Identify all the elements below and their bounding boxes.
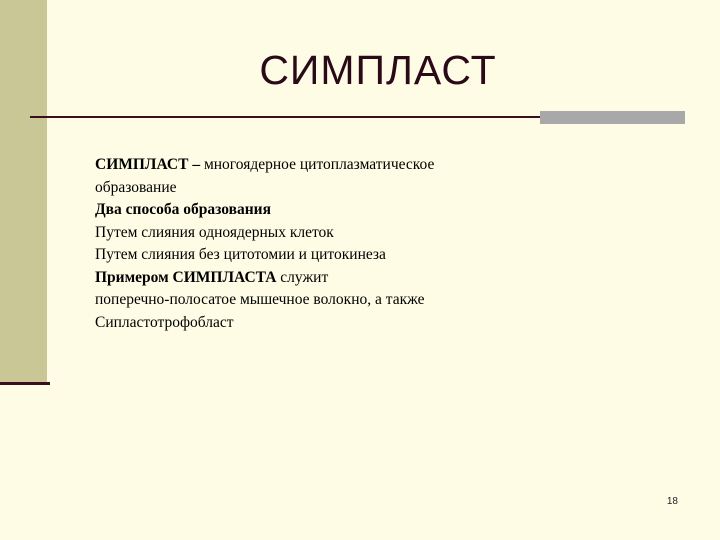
body-line-definition-cont: образование (95, 178, 177, 196)
body-line-method-1: Путем слияния одноядерных клеток (95, 223, 334, 241)
example-lead: Примером СИМПЛАСТА (95, 268, 277, 286)
term-dash: – (188, 156, 204, 173)
side-bar-underline (0, 382, 50, 385)
body-line-example-cont: поперечно-полосатое мышечное волокно, а также (95, 291, 425, 308)
example-verb: служит (276, 268, 329, 286)
term-label: СИМПЛАСТ (95, 156, 189, 173)
body-line-definition (95, 154, 615, 177)
title-divider-accent-block (540, 111, 685, 124)
slide-body (95, 154, 615, 334)
body-line-example (95, 267, 615, 290)
body-line-subheading: Два способа образования (95, 201, 271, 218)
definition-text: многоядерное цитоплазматическое (203, 156, 435, 173)
slide-title: СИМПЛАСТ (259, 47, 497, 93)
slide-number: 18 (666, 496, 678, 507)
body-line-method-2: Путем слияния без цитотомии и цитокинеза (95, 246, 386, 263)
body-line-example-end: Сипластотрофобласт (95, 313, 234, 331)
